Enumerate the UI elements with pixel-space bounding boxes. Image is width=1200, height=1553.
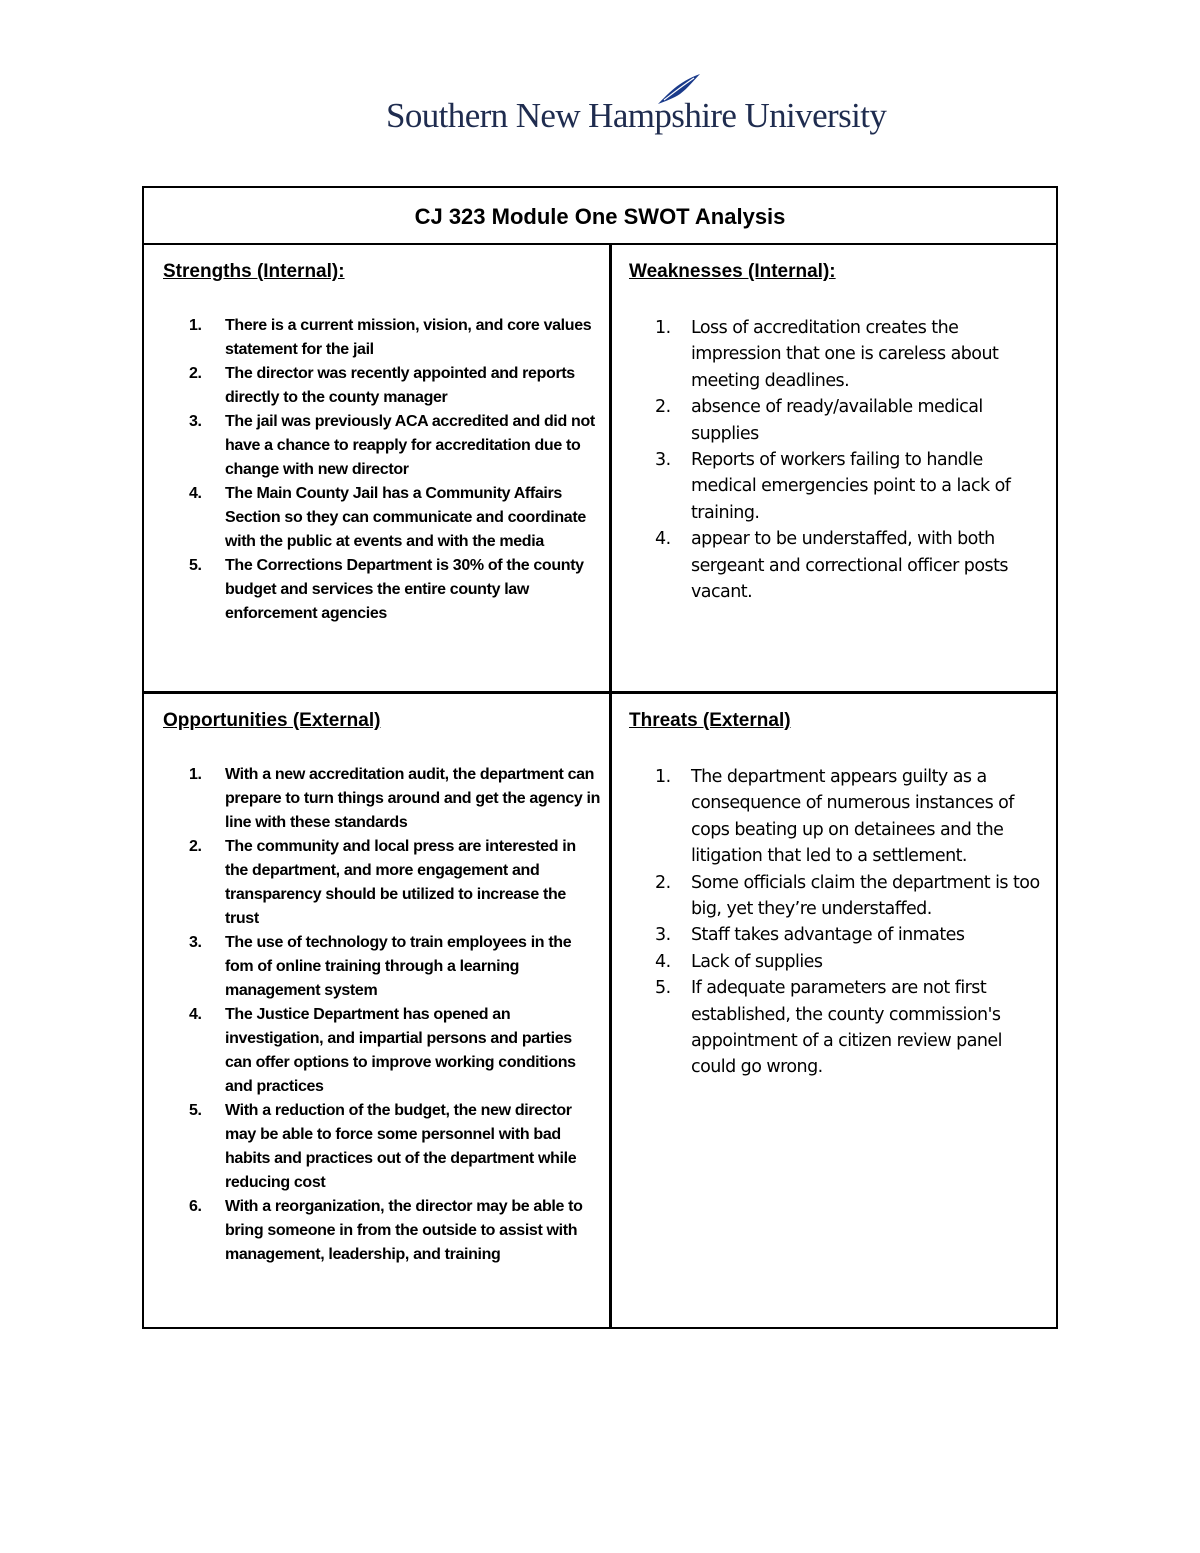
- university-logo: [386, 72, 887, 142]
- list-item: 4. Lack of supplies: [655, 951, 823, 972]
- list-item: 2. absence of ready/available medical supplies: [655, 397, 983, 444]
- list-item: 3. Staff takes advantage of inmates: [655, 925, 965, 946]
- threats-cell: [612, 694, 1058, 1328]
- logo-text: Southern New Hampshire University: [386, 96, 887, 135]
- list-item: 1. There is a current mission, vision, and core values statement for the jail: [189, 317, 592, 358]
- list-item: 5. If adequate parameters are not first established, the county commission's appointment of a citizen review panel could go wrong.: [655, 978, 1002, 1078]
- strengths-cell: [144, 245, 609, 691]
- list-item: 3. The use of technology to train employees in the fom of online training through a learning management system: [189, 934, 572, 999]
- strengths-list: [163, 314, 601, 626]
- list-item: 1. Loss of accreditation creates the impression that one is careless about meeting deadlines.: [655, 318, 999, 391]
- swot-table: [142, 186, 1058, 1329]
- opportunities-list: [163, 763, 601, 1267]
- weaknesses-list: [629, 315, 1048, 605]
- list-item: 2. The community and local press are interested in the department, and more engagement and transparency should be utilized to increase the trust: [189, 838, 576, 927]
- list-item: 5. The Corrections Department is 30% of the county budget and services the entire county law enforcement agencies: [189, 557, 584, 622]
- threats-list: [629, 764, 1048, 1081]
- list-item: 3. The jail was previously ACA accredited and did not have a chance to reapply for accreditation due to change with new director: [189, 413, 595, 478]
- opportunities-cell: [144, 694, 609, 1328]
- list-item: 5. With a reduction of the budget, the new director may be able to force some personnel with bad habits and practices out of the department while reducing cost: [189, 1102, 577, 1191]
- list-item: 3. Reports of workers failing to handle medical emergencies point to a lack of training.: [655, 450, 1011, 523]
- strengths-heading: Strengths (Internal):: [163, 261, 345, 282]
- table-title: CJ 323 Module One SWOT Analysis: [144, 188, 1056, 245]
- opportunities-heading: Opportunities (External): [163, 710, 381, 731]
- list-item: 1. The department appears guilty as a consequence of numerous instances of cops beating up on detainees and the litigation that led to a settlement.: [655, 767, 1014, 867]
- weaknesses-cell: [612, 245, 1058, 691]
- threats-heading: Threats (External): [629, 710, 791, 731]
- list-item: 6. With a reorganization, the director may be able to bring someone in from the outside to assist with management, leadership, and training: [189, 1198, 583, 1263]
- weaknesses-heading: Weaknesses (Internal):: [629, 261, 836, 282]
- list-item: 1. With a new accreditation audit, the department can prepare to turn things around and get the agency in line with these standards: [189, 766, 601, 831]
- list-item: 4. The Main County Jail has a Community Affairs Section so they can communicate and coordinate with the public at events and with the media: [189, 485, 586, 550]
- list-item: 4. The Justice Department has opened an investigation, and impartial persons and parties can offer options to improve working conditions and practices: [189, 1006, 576, 1095]
- list-item: 2. Some officials claim the department is too big, yet they’re understaffed.: [655, 872, 1040, 920]
- list-item: 2. The director was recently appointed and reports directly to the county manager: [189, 365, 575, 406]
- list-item: 4. appear to be understaffed, with both sergeant and correctional officer posts vacant.: [655, 529, 1008, 603]
